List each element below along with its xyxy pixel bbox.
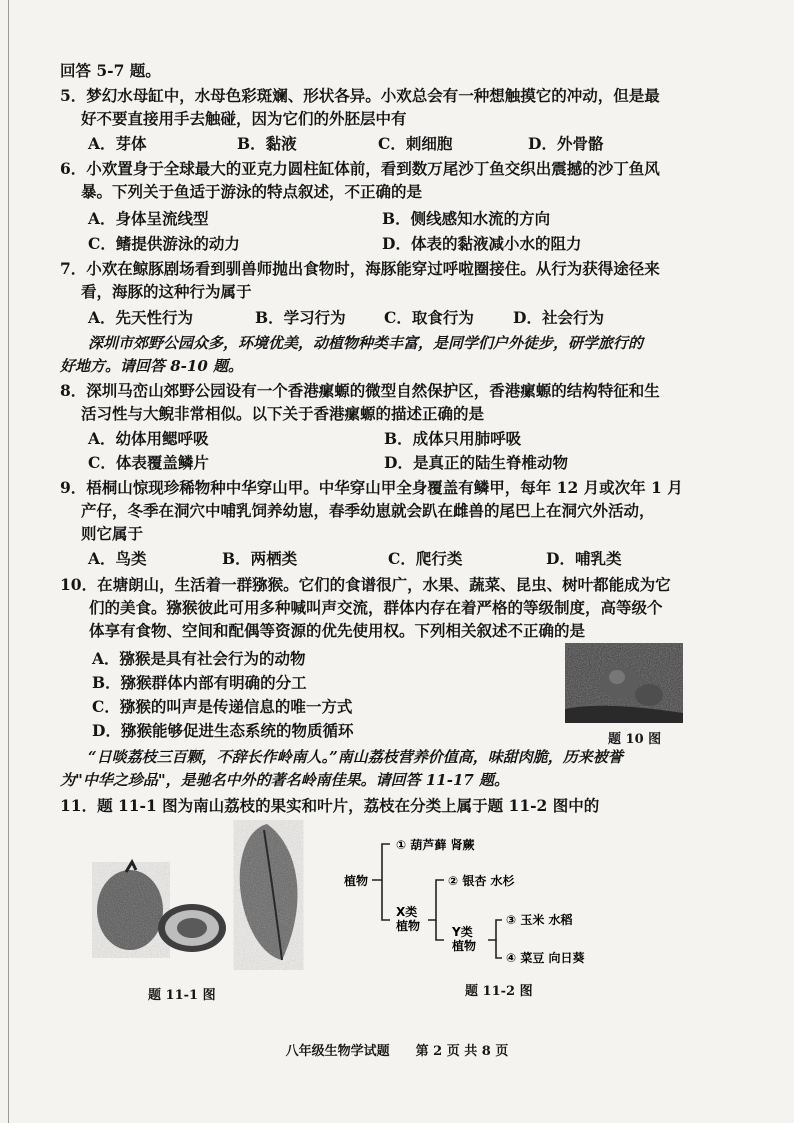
q9-stem-line3: 则它属于 (81, 524, 144, 543)
q11-fig1-caption: 题 11-1 图 (148, 988, 216, 1003)
intro-8-10-line1: 深圳市郊野公园众多，环境优美，动植物种类丰富，是同学们户外徒步，研学旅行的 (88, 334, 644, 352)
q6-option-b[interactable]: B．侧线感知水流的方向 (382, 209, 551, 228)
intro-8-10-line2: 好地方。请回答 8-10 题。 (60, 357, 243, 375)
tree-branch-x-line2: 植物 (396, 919, 421, 933)
q5-stem-line1: 5．梦幻水母缸中，水母色彩斑斓、形状各异。小欢总会有一种想触摸它的冲动，但是最 (60, 86, 660, 105)
intro-11-17-line1: “日啖荔枝三百颗，不辞长作岭南人。”南山荔枝营养价值高，味甜肉脆，历来被誉 (88, 748, 623, 766)
q5-option-d[interactable]: D．外骨骼 (528, 134, 604, 153)
q8-option-d[interactable]: D．是真正的陆生脊椎动物 (384, 453, 568, 472)
q9-stem-line1: 9．梧桐山惊现珍稀物种中华穿山甲。中华穿山甲全身覆盖有鳞甲，每年 12 月或次年 1 月 (60, 478, 683, 497)
tree-node-1: ① 葫芦藓 肾蕨 (396, 838, 475, 852)
q7-option-a[interactable]: A．先天性行为 (88, 308, 194, 327)
q11-fig2-caption: 题 11-2 图 (465, 984, 533, 999)
q9-stem-line2: 产仔，冬季在洞穴中哺乳饲养幼崽，春季幼崽就会趴在雌兽的尾巴上在洞穴外活动， (81, 501, 655, 520)
classification-tree-diagram (340, 828, 590, 973)
page-edge (8, 0, 9, 1123)
q10-figure-caption: 题 10 图 (608, 732, 662, 747)
lychee-half-icon (158, 904, 226, 952)
q8-option-b[interactable]: B．成体只用肺呼吸 (384, 429, 522, 448)
q10-option-c[interactable]: C．猕猴的叫声是传递信息的唯一方式 (92, 697, 353, 716)
q7-option-c[interactable]: C．取食行为 (384, 308, 474, 327)
q10-option-b[interactable]: B．猕猴群体内部有明确的分工 (92, 673, 307, 692)
q11-stem: 11．题 11-1 图为南山荔枝的果实和叶片，荔枝在分类上属于题 11-2 图中的 (60, 796, 600, 815)
q10-monkey-photo (565, 643, 683, 723)
q5-option-c[interactable]: C．刺细胞 (378, 134, 453, 153)
q5-option-a[interactable]: A．芽体 (88, 134, 147, 153)
tree-node-3: ③ 玉米 水稻 (506, 913, 573, 927)
q5-option-b[interactable]: B．黏液 (237, 134, 297, 153)
lychee-fruit-leaf-figure (92, 820, 317, 970)
lychee-whole-icon (97, 862, 163, 950)
q6-stem-line2: 暴。下列关于鱼适于游泳的特点叙述，不正确的是 (81, 182, 423, 201)
page-footer: 八年级生物学试题 第 2 页 共 8 页 (285, 1044, 509, 1059)
q9-option-c[interactable]: C．爬行类 (388, 549, 463, 568)
q10-stem-line2: 们的美食。猕猴彼此可用多种喊叫声交流，群体内存在着严格的等级制度，高等级个 (89, 598, 663, 617)
q7-stem-line2: 看，海豚的这种行为属于 (81, 282, 252, 301)
tree-root: 植物 (344, 874, 369, 888)
tree-branch-y-line1: Y类 (452, 925, 473, 939)
q6-stem-line1: 6．小欢置身于全球最大的亚克力圆柱缸体前，看到数万尾沙丁鱼交织出震撼的沙丁鱼风 (60, 159, 660, 178)
q8-option-a[interactable]: A．幼体用鳃呼吸 (88, 429, 209, 448)
tree-node-4: ④ 菜豆 向日葵 (506, 951, 585, 965)
q8-stem-line1: 8．深圳马峦山郊野公园设有一个香港瘰螈的微型自然保护区，香港瘰螈的结构特征和生 (60, 381, 660, 400)
q10-option-a[interactable]: A．猕猴是具有社会行为的动物 (92, 649, 306, 668)
q7-stem-line1: 7．小欢在鲸豚剧场看到驯兽师抛出食物时，海豚能穿过呼啦圈接住。从行为获得途径来 (60, 259, 660, 278)
intro-5-7: 回答 5-7 题。 (60, 61, 161, 80)
q6-option-c[interactable]: C．鳍提供游泳的动力 (88, 234, 240, 253)
q8-stem-line2: 活习性与大鲵非常相似。以下关于香港瘰螈的描述正确的是 (81, 404, 485, 423)
intro-11-17-line2: 为"中华之珍品"，是驰名中外的著名岭南佳果。请回答 11-17 题。 (60, 771, 510, 789)
q7-option-d[interactable]: D．社会行为 (513, 308, 604, 327)
q7-option-b[interactable]: B．学习行为 (255, 308, 346, 327)
q8-option-c[interactable]: C．体表覆盖鳞片 (88, 453, 209, 472)
q10-stem-line3: 体享有食物、空间和配偶等资源的优先使用权。下列相关叙述不正确的是 (89, 621, 586, 640)
lychee-leaf-icon (240, 824, 298, 960)
q6-option-a[interactable]: A．身体呈流线型 (88, 209, 209, 228)
q10-stem-line1: 10．在塘朗山，生活着一群猕猴。它们的食谱很广，水果、蔬菜、昆虫、树叶都能成为它 (60, 575, 671, 594)
q9-option-a[interactable]: A．鸟类 (88, 549, 147, 568)
tree-branch-x-line1: X类 (396, 905, 418, 919)
q6-option-d[interactable]: D．体表的黏液减小水的阻力 (382, 234, 582, 253)
q5-stem-line2: 好不要直接用手去触碰，因为它们的外胚层中有 (81, 109, 407, 128)
tree-node-2: ② 银杏 水杉 (448, 874, 515, 888)
tree-branch-y-line2: 植物 (452, 939, 477, 953)
q9-option-b[interactable]: B．两栖类 (222, 549, 298, 568)
q10-option-d[interactable]: D．猕猴能够促进生态系统的物质循环 (92, 721, 354, 740)
q9-option-d[interactable]: D．哺乳类 (546, 549, 622, 568)
